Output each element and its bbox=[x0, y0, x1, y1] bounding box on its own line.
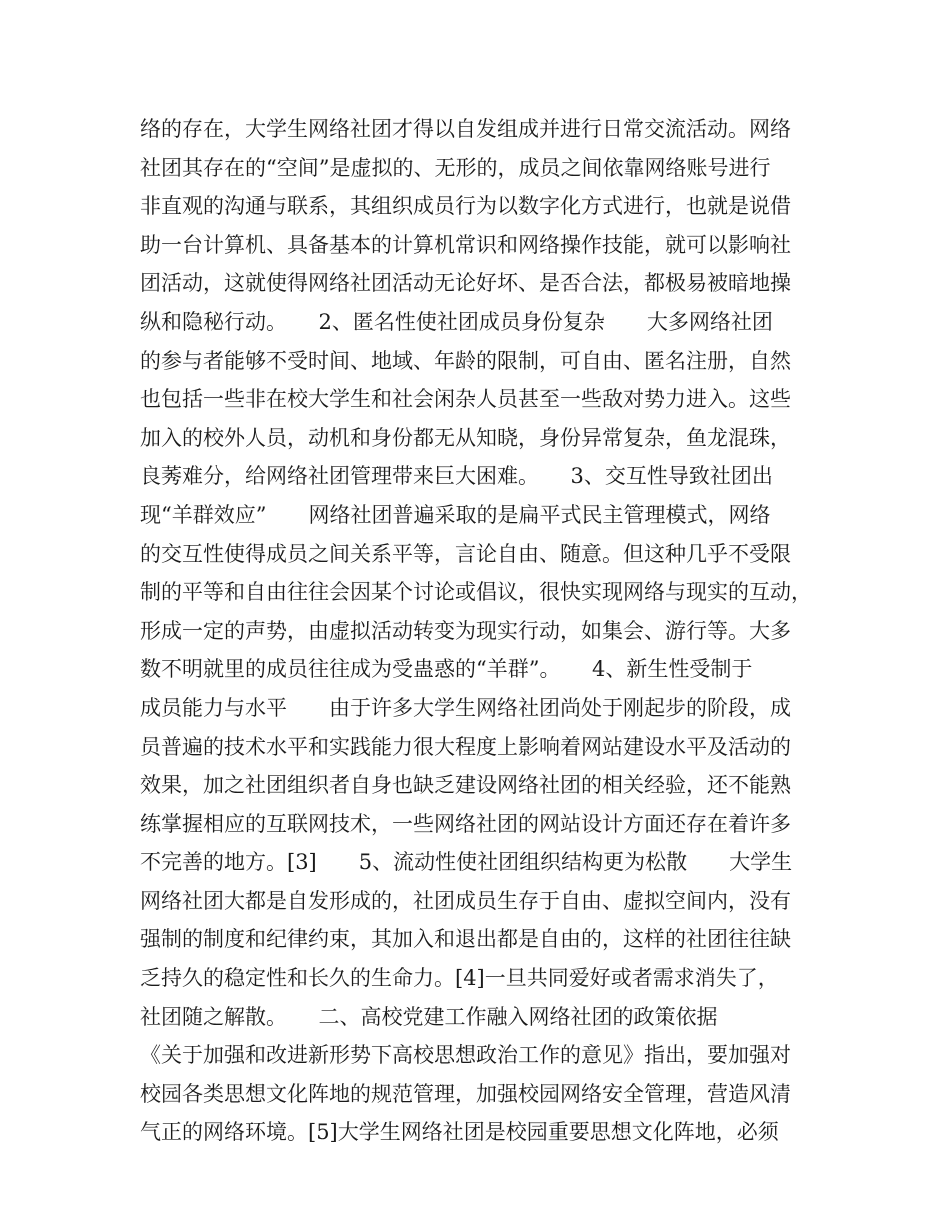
text-line: 现“羊群效应” 网络社团普遍采取的是扁平式民主管理模式，网络 bbox=[140, 502, 771, 527]
text-line: 网络社团大都是自发形成的，社团成员生存于自由、虚拟空间内，没有 bbox=[140, 888, 791, 913]
text-line: 校园各类思想文化阵地的规范管理，加强校园网络安全管理，营造风清 bbox=[140, 1081, 791, 1106]
text-line: 团活动，这就使得网络社团活动无论好坏、是否合法，都极易被暗地操 bbox=[140, 271, 791, 296]
text-line: 《关于加强和改进新形势下高校思想政治工作的意见》指出，要加强对 bbox=[140, 1043, 791, 1068]
text-line: 效果，加之社团组织者自身也缺乏建设网络社团的相关经验，还不能熟 bbox=[140, 773, 791, 798]
text-line: 社团随之解散。 二、高校党建工作融入网络社团的政策依据 bbox=[140, 1004, 760, 1029]
text-line: 成员能力与水平 由于许多大学生网络社团尚处于刚起步的阶段，成 bbox=[140, 695, 791, 720]
text-line: 加入的校外人员，动机和身份都无从知晓，身份异常复杂，鱼龙混珠， bbox=[140, 425, 791, 450]
body-text bbox=[140, 110, 830, 1152]
text-line: 社团其存在的“空间”是虚拟的、无形的，成员之间依靠网络账号进行 bbox=[140, 155, 771, 180]
text-line: 助一台计算机、具备基本的计算机常识和网络操作技能，就可以影响社 bbox=[140, 232, 791, 257]
text-line: 也包括一些非在校大学生和社会闲杂人员甚至一些敌对势力进入。这些 bbox=[140, 387, 791, 412]
text-line: 员普遍的技术水平和实践能力很大程度上影响着网站建设水平及活动的 bbox=[140, 734, 791, 759]
text-line: 制的平等和自由往往会因某个讨论或倡议，很快实现网络与现实的互动， bbox=[140, 580, 812, 605]
text-line: 不完善的地方。[3] 5、流动性使社团组织结构更为松散 大学生 bbox=[140, 850, 793, 875]
text-line: 数不明就里的成员往往成为受蛊惑的“羊群”。 4、新生性受制于 bbox=[140, 657, 753, 682]
text-line: 的交互性使得成员之间关系平等，言论自由、随意。但这种几乎不受限 bbox=[140, 541, 791, 566]
text-line: 的参与者能够不受时间、地域、年龄的限制，可自由、匿名注册，自然 bbox=[140, 348, 791, 373]
text-line: 形成一定的声势，由虚拟活动转变为现实行动，如集会、游行等。大多 bbox=[140, 618, 791, 643]
text-line: 纵和隐秘行动。 2、匿名性使社团成员身份复杂 大多网络社团 bbox=[140, 309, 773, 334]
text-line: 强制的制度和纪律约束，其加入和退出都是自由的，这样的社团往往缺 bbox=[140, 927, 791, 952]
text-line: 练掌握相应的互联网技术，一些网络社团的网站设计方面还存在着许多 bbox=[140, 811, 791, 836]
text-line: 气正的网络环境。[5]大学生网络社团是校园重要思想文化阵地，必须 bbox=[140, 1120, 779, 1145]
text-line: 非直观的沟通与联系，其组织成员行为以数字化方式进行，也就是说借 bbox=[140, 194, 791, 219]
text-line: 络的存在，大学生网络社团才得以自发组成并进行日常交流活动。网络 bbox=[140, 117, 791, 141]
text-line: 乏持久的稳定性和长久的生命力。[4]一旦共同爱好或者需求消失了， bbox=[140, 966, 779, 991]
text-line: 良莠难分，给网络社团管理带来巨大困难。 3、交互性导致社团出 bbox=[140, 464, 773, 489]
